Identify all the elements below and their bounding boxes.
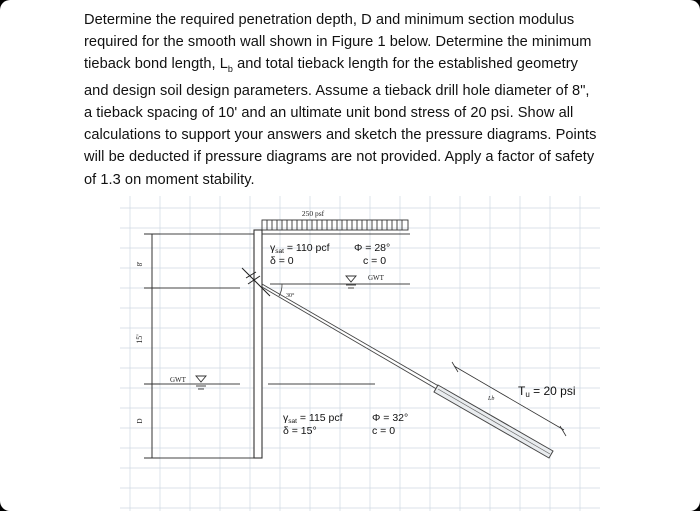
problem-line-8: of 1.3 on moment stability. (84, 171, 255, 188)
upper-soil-phi: Φ = 28° (354, 242, 391, 254)
sheet-pile-wall (254, 230, 262, 458)
problem-line-2: required for the smooth wall shown in Figure 1 below. Determine the minimum (84, 34, 592, 51)
bond-length-label: Lb (488, 396, 495, 402)
problem-line-3b: and total tieback length for the established geometry (232, 56, 579, 73)
problem-statement (84, 9, 644, 191)
lower-soil-delta: δ = 15° (283, 425, 317, 437)
upper-soil-cohesion: c = 0 (363, 255, 387, 267)
problem-line-4: and design soil design parameters. Assume a tieback drill hole diameter of 8", (84, 83, 590, 100)
problem-line-6: calculations to support your answers and sketch the pressure diagrams. Points (84, 127, 597, 144)
gwt-left-label: GWT (170, 376, 186, 384)
lower-soil-phi: Φ = 32° (372, 412, 409, 424)
tieback-angle-label: 30° (286, 293, 295, 299)
figure-1-wall-diagram (120, 196, 600, 511)
problem-line-1: Determine the required penetration depth, D and minimum section modulus (84, 12, 575, 28)
upper-soil-gamma: γsat = 110 pcf (270, 242, 330, 255)
bond-subscript: b (227, 64, 233, 75)
problem-line-7: will be deducted if pressure diagrams are not provided. Apply a factor of safety (84, 149, 595, 166)
bond-length-dimension (452, 362, 566, 436)
lower-soil-gamma: γsat = 115 pcf (283, 412, 343, 425)
problem-line-5: a tieback spacing of 10' and an ultimate unit bond stress of 20 psi. Show all (84, 105, 574, 122)
dimension-line (144, 234, 160, 458)
surcharge-label: 250 psf (301, 209, 325, 218)
gwt-right-label: GWT (368, 274, 384, 282)
dim-mid-label: 15' (135, 334, 144, 344)
problem-line-3a: tieback bond length, L (84, 56, 228, 73)
dim-bottom-label: D (136, 418, 144, 424)
upper-soil-delta: δ = 0 (270, 255, 294, 267)
dim-top-label: 8' (136, 261, 144, 267)
gwt-left-symbol (196, 376, 206, 389)
lower-soil-cohesion: c = 0 (372, 425, 396, 437)
surcharge-load (262, 220, 408, 230)
tieback-rod (262, 284, 442, 391)
ultimate-bond-stress-label: Tu = 20 psi (518, 384, 576, 399)
problem-line-3 (84, 53, 644, 80)
gwt-right-symbol (346, 276, 356, 288)
